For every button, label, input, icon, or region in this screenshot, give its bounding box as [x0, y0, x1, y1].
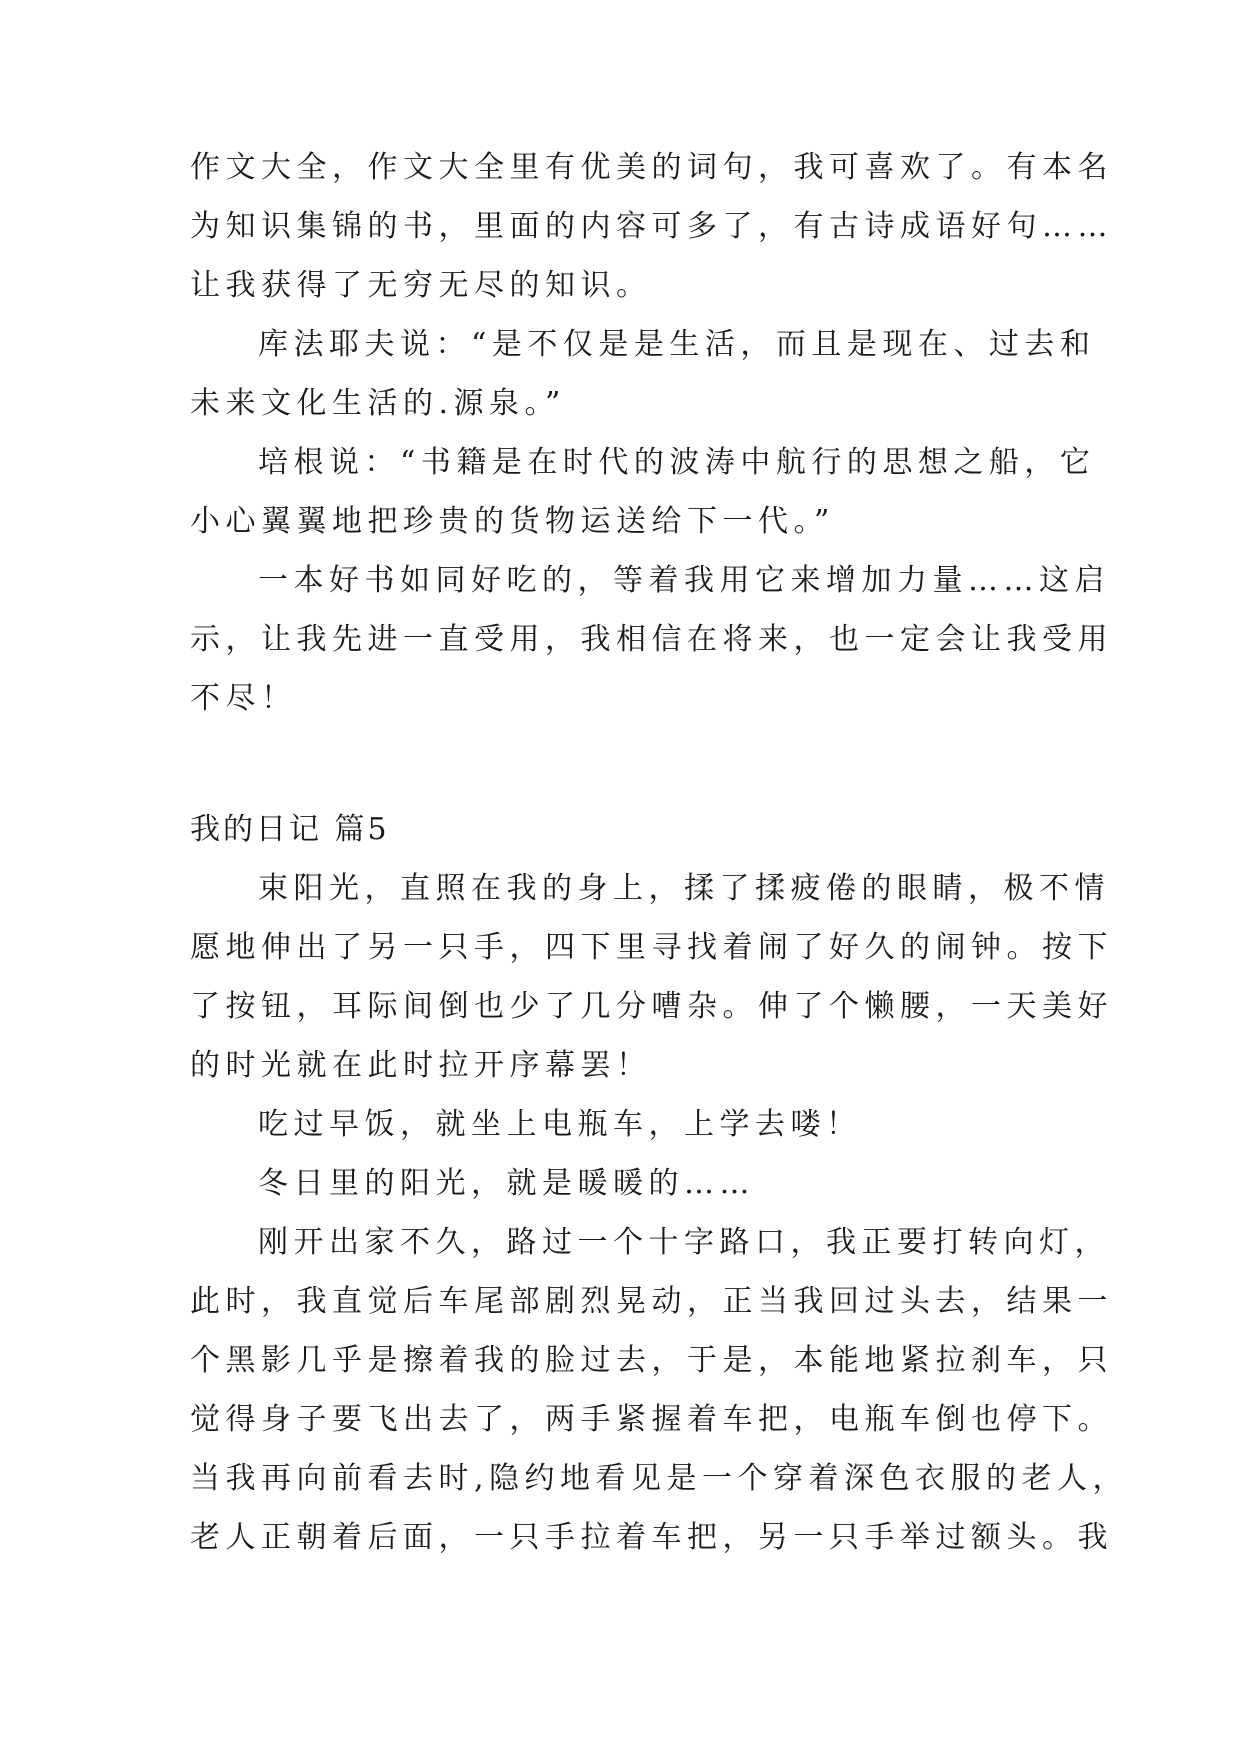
section-heading: 我的日记 篇5: [190, 812, 390, 847]
text-line: 不尽！: [190, 681, 297, 716]
text-line: 的时光就在此时拉开序幕罢！: [190, 1048, 652, 1083]
text-line: 示，让我先进一直受用，我相信在将来，也一定会让我受用: [190, 622, 1113, 657]
paragraph-first-line: 库法耶夫说：“是不仅是是生活，而且是现在、过去和: [258, 327, 1096, 362]
text-line: 作文大全，作文大全里有优美的词句，我可喜欢了。有本名: [190, 150, 1113, 185]
text-line: 觉得身子要飞出去了，两手紧握着车把，电瓶车倒也停下。: [190, 1402, 1113, 1437]
paragraph-first-line: 吃过早饭，就坐上电瓶车，上学去喽！: [258, 1107, 862, 1142]
diary-entry-body: [190, 859, 1129, 1567]
text-line: 让我获得了无穷无尽的知识。: [190, 268, 652, 303]
text-line: 愿地伸出了另一只手，四下里寻找着闹了好久的闹钟。按下: [190, 930, 1113, 965]
text-line: 老人正朝着后面，一只手拉着车把，另一只手举过额头。我: [190, 1520, 1113, 1555]
text-line: 当我再向前看去时,隐约地看见是一个穿着深色衣服的老人，: [190, 1461, 1129, 1496]
text-line: 未来文化生活的.源泉。”: [190, 386, 566, 421]
paragraph-first-line: 培根说：“书籍是在时代的波涛中航行的思想之船，它: [258, 445, 1096, 480]
text-line: 小心翼翼地把珍贵的货物运送给下一代。”: [190, 504, 835, 539]
text-line: 了按钮，耳际间倒也少了几分嘈杂。伸了个懒腰，一天美好: [190, 989, 1113, 1024]
paragraph-first-line: 刚开出家不久，路过一个十字路口，我正要打转向灯，: [258, 1225, 1110, 1260]
text-line: 个黑影几乎是擦着我的脸过去，于是，本能地紧拉刹车，只: [190, 1343, 1113, 1378]
paragraph-first-line: 一本好书如同好吃的，等着我用它来增加力量……这启: [258, 563, 1110, 598]
paragraph-first-line: 冬日里的阳光，就是暖暖的……: [258, 1166, 755, 1201]
text-line: 为知识集锦的书，里面的内容可多了，有古诗成语好句……: [190, 209, 1113, 244]
essay-continuation: [190, 138, 1113, 728]
paragraph-first-line: 束阳光，直照在我的身上，揉了揉疲倦的眼睛，极不情: [258, 871, 1110, 906]
text-line: 此时，我直觉后车尾部剧烈晃动，正当我回过头去，结果一: [190, 1284, 1113, 1319]
